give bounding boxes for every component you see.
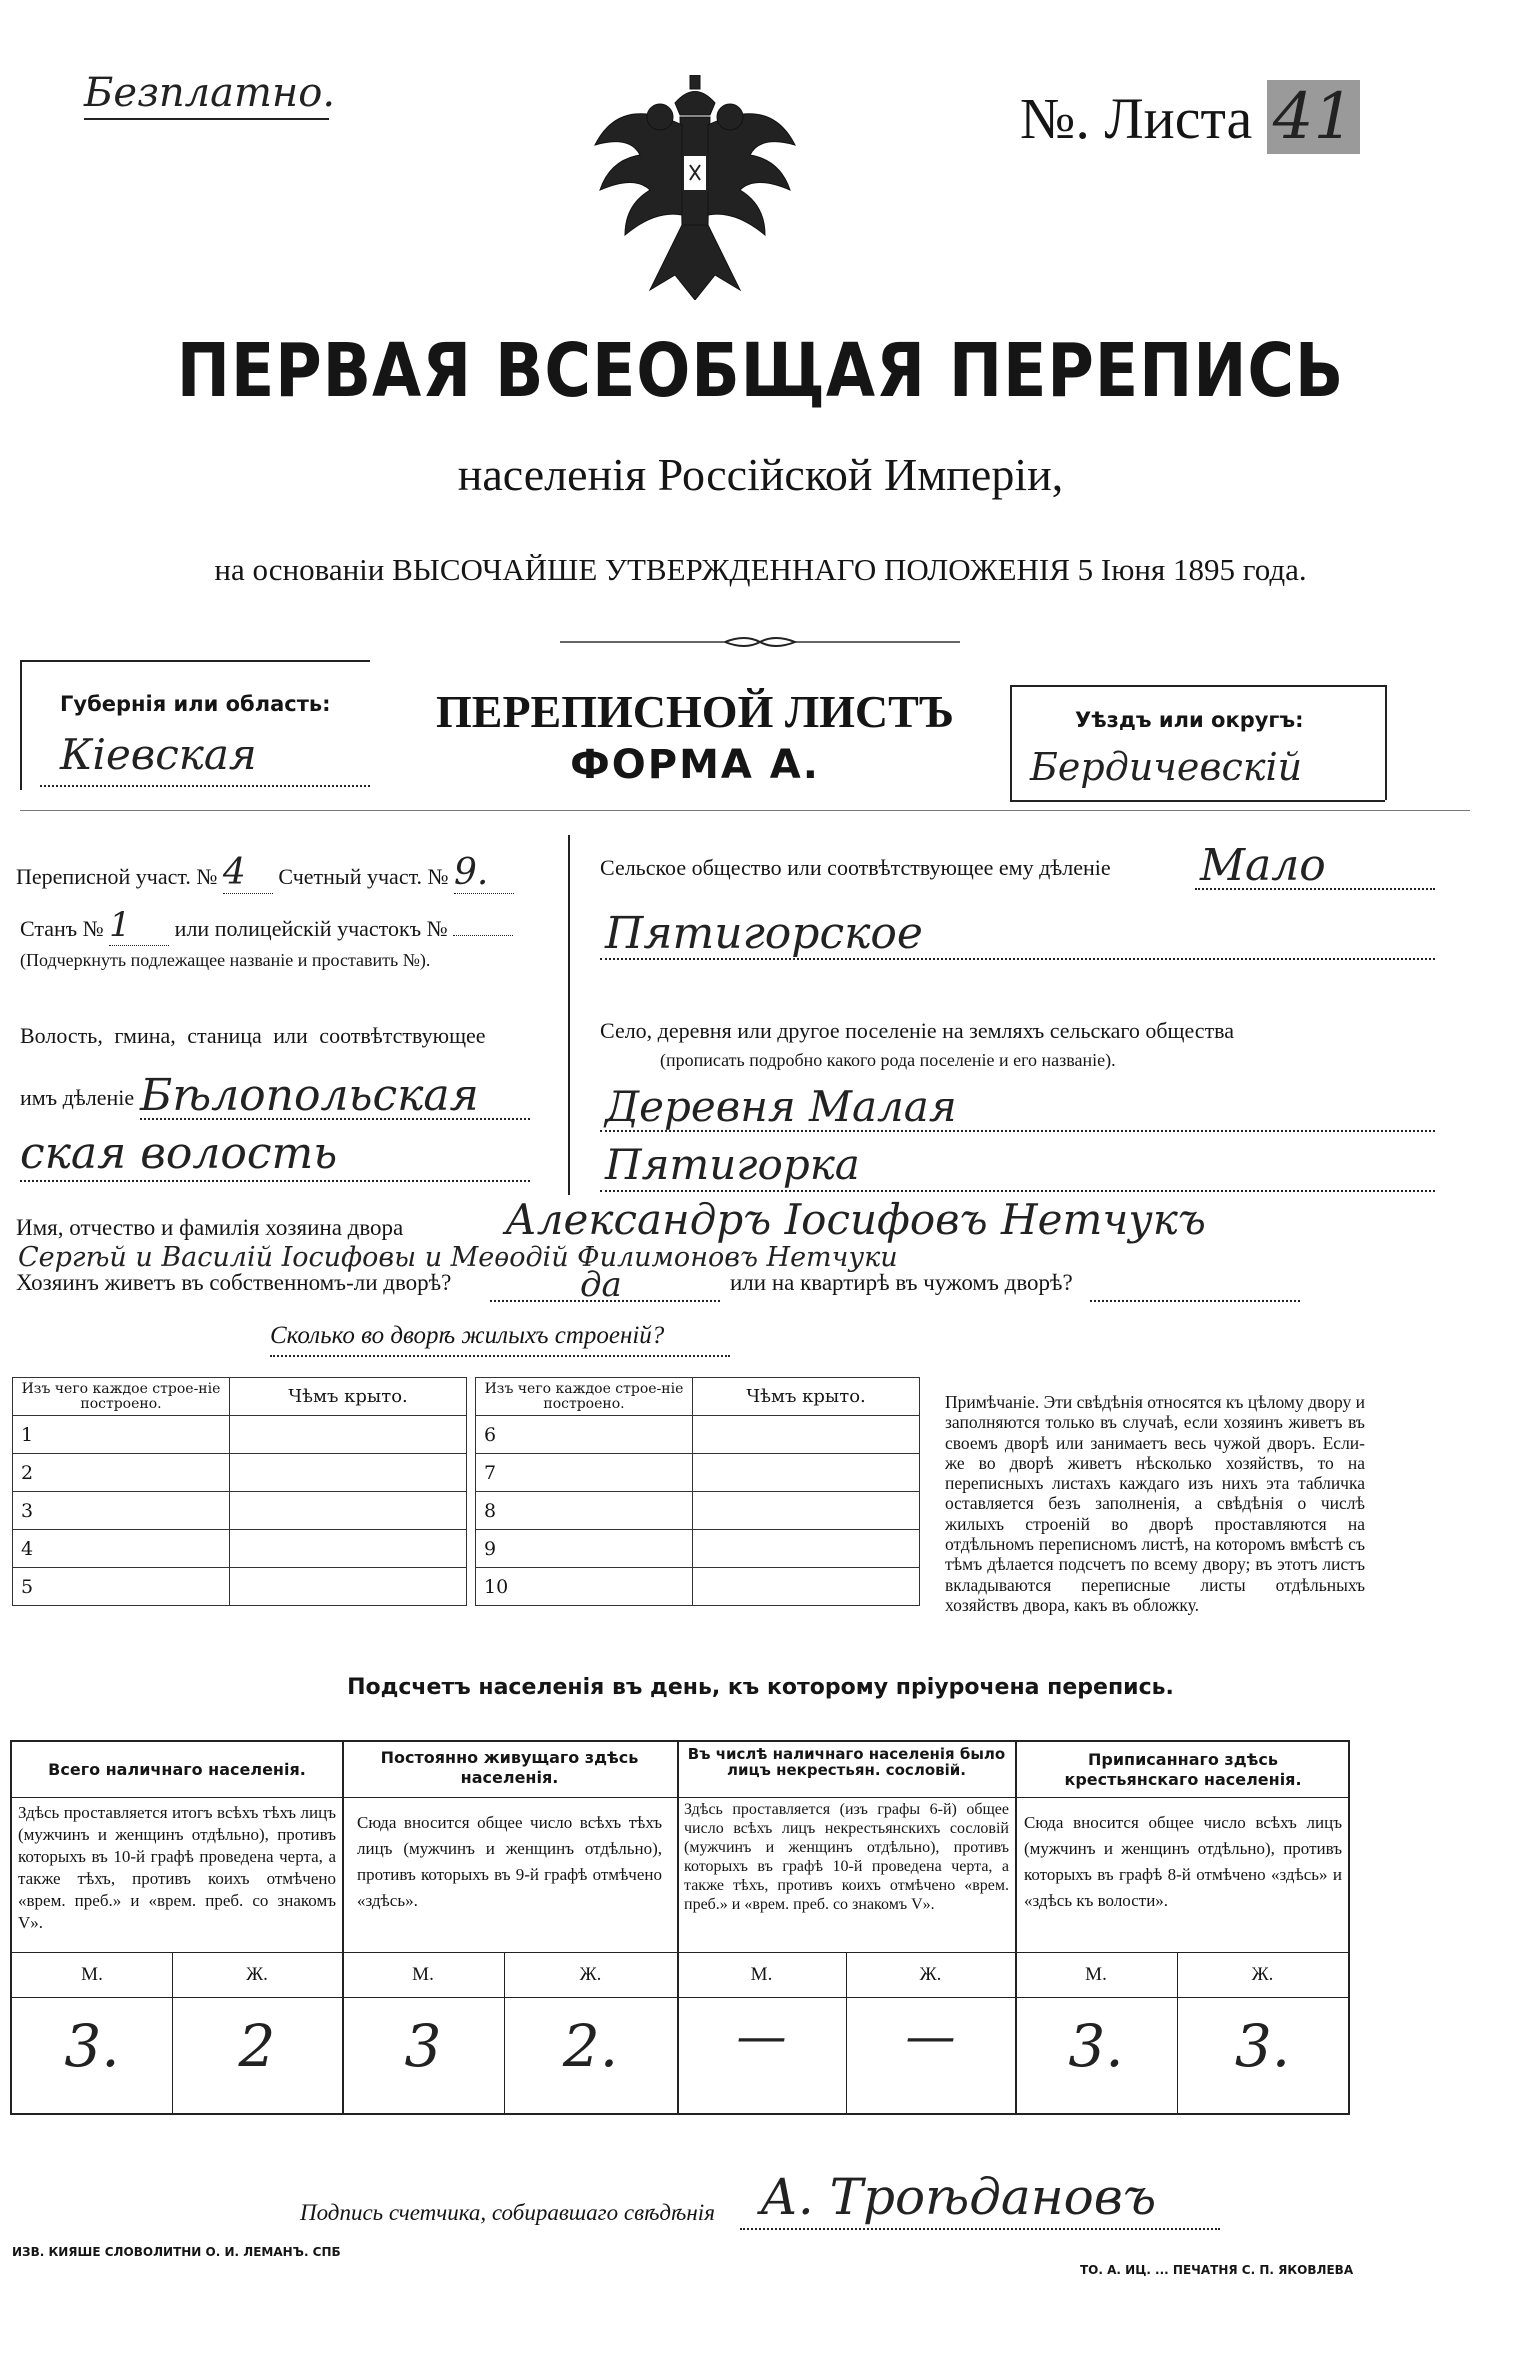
underline-note: (Подчеркнуть подлежащее названіе и проставить №). bbox=[20, 950, 431, 970]
counting-section-value: 9. bbox=[454, 852, 514, 894]
buildings-col-material: Изъ чего каждое строе-ніе построено. bbox=[13, 1378, 230, 1416]
province-value: Кіевская bbox=[60, 730, 257, 779]
owns-label: Хозяинъ живетъ въ собственномъ-ли дворѣ? bbox=[16, 1270, 452, 1295]
form-title: ПЕРЕПИСНОЙ ЛИСТЪ bbox=[435, 686, 955, 737]
society-value-1: Мало bbox=[1200, 840, 1326, 891]
m-label: М. bbox=[750, 1964, 773, 1985]
volost-label-1: Волость, гмина, станица или соотвѣтствующее bbox=[20, 1023, 486, 1048]
village-underline-2 bbox=[600, 1190, 1435, 1192]
permanent-m-value: 3 bbox=[404, 2012, 442, 2080]
sheet-number-label: №. Листа 41 bbox=[1020, 80, 1360, 154]
buildings-label: Сколько во дворѣ жилыхъ строеній? bbox=[270, 1322, 665, 1349]
basis-line: на основаніи ВЫСОЧАЙШЕ УТВЕРЖДЕННАГО ПОЛОЖЕНІЯ 5 Іюня 1895 года. bbox=[214, 552, 1307, 587]
province-underline bbox=[40, 785, 370, 787]
buildings-row-num: 1 bbox=[13, 1416, 230, 1454]
society-label: Сельское общество или соотвѣтствующее ему дѣленіе bbox=[600, 855, 1111, 880]
summary-title: Подсчетъ населенія въ день, къ которому пріурочена перепись. bbox=[347, 1675, 1174, 1700]
summary-col-nonpeasant-head: Въ числѣ наличнаго населенія было лицъ некрестьян. сословій. bbox=[687, 1745, 1006, 1779]
sheet-number-value: 41 bbox=[1267, 80, 1360, 154]
m-label: М. bbox=[412, 1964, 434, 1985]
summary-col-permanent-desc: Сюда вносится общее число всѣхъ тѣхъ лицъ (мужчинъ и женщинъ отдѣльно), противъ которыхъ въ 9-й графѣ отмѣчено «здѣсь». bbox=[357, 1813, 662, 1910]
volost-label-2: имъ дѣленіе bbox=[20, 1085, 135, 1110]
buildings-row-num: 6 bbox=[476, 1416, 693, 1454]
footnote: Примѣчаніе. Эти свѣдѣнія относятся къ цѣлому двору и заполняются только въ случаѣ, если хозяинъ живетъ въ своемъ дворѣ или занимаетъ весь чужой дворъ. Если-же во дворѣ живетъ нѣсколько хозяйствъ, то на переписныхъ листахъ каждаго изъ нихъ эта табличка оставляется безъ заполненія, а свѣдѣнія о числѣ жилыхъ строеній во дворѣ проставляются на отдѣльномъ переписномъ листѣ, на которомъ вмѣстѣ съ тѣмъ дѣлается подсчетъ по всему двору; въ этотъ листъ вкладываются переписные листы отдѣльныхъ хозяйствъ двора, какъ въ обложку. bbox=[945, 1392, 1365, 1615]
census-section-value: 4 bbox=[223, 852, 273, 894]
column-divider bbox=[568, 835, 570, 1195]
rent-underline bbox=[1090, 1300, 1300, 1302]
f-label: Ж. bbox=[919, 1964, 942, 1985]
buildings-row-num: 7 bbox=[476, 1454, 693, 1492]
total-f-value: 2 bbox=[238, 2012, 276, 2080]
village-underline-1 bbox=[600, 1130, 1435, 1132]
summary-col-total-head: Всего наличнаго населенія. bbox=[48, 1760, 306, 1779]
province-label: Губернія или область: bbox=[60, 692, 331, 716]
buildings-table-left bbox=[12, 1377, 467, 1606]
buildings-row-num: 8 bbox=[476, 1492, 693, 1530]
registered-f-value: 3. bbox=[1234, 2012, 1291, 2080]
buildings-col-roof: Чѣмъ крыто. bbox=[693, 1378, 920, 1416]
signature-underline bbox=[740, 2228, 1220, 2230]
buildings-row-num: 10 bbox=[476, 1568, 693, 1606]
buildings-row-num: 5 bbox=[13, 1568, 230, 1606]
buildings-col-material: Изъ чего каждое строе-ніе построено. bbox=[476, 1378, 693, 1416]
stan-line: Станъ № 1 или полицейскій участокъ № bbox=[20, 905, 513, 946]
total-m-value: 3. bbox=[64, 2012, 120, 2080]
buildings-table-right bbox=[475, 1377, 920, 1606]
nonpeasant-m-value: — bbox=[736, 2007, 787, 2065]
village-note: (прописать подробно какого рода поселеніе и его названіе). bbox=[660, 1050, 1116, 1070]
summary-col-nonpeasant-desc: Здѣсь проставляется (изъ графы 6-й) общее число всѣхъ лицъ некрестьянскихъ сословій (мужчинъ и женщинъ отдѣльно), противъ которыхъ въ графѣ 10-й проведена черта, а также тѣхъ, противъ коихъ отмѣчено «врем. преб.» и «врем. преб. со знакомъ V». bbox=[684, 1801, 1009, 1913]
district-box-left bbox=[1010, 685, 1012, 800]
village-value-2: Пятигорка bbox=[605, 1140, 860, 1189]
district-box-top bbox=[1010, 685, 1385, 687]
owner-name-value-2: Сергѣй и Василій Іосифовы и Меѳодій Филимоновъ Нетчуки bbox=[18, 1242, 898, 1273]
society-underline-2 bbox=[600, 958, 1435, 960]
society-value-2: Пятигорское bbox=[605, 908, 923, 959]
district-value: Бердичевскій bbox=[1030, 745, 1303, 789]
summary-col-permanent-head: Постоянно живущаго здѣсь населенія. bbox=[380, 1748, 639, 1787]
page-subtitle: населенія Россійской Имперіи, bbox=[457, 449, 1064, 500]
m-label: М. bbox=[1085, 1964, 1107, 1985]
volost-value-1: Бѣлопольская bbox=[140, 1070, 479, 1121]
buildings-col-roof: Чѣмъ крыто. bbox=[230, 1378, 467, 1416]
province-box-top bbox=[20, 660, 370, 662]
form-subtitle: ФОРМА А. bbox=[570, 742, 820, 788]
summary-col-total-desc: Здѣсь проставляется итогъ всѣхъ тѣхъ лицъ (мужчинъ и женщинъ отдѣльно), противъ которыхъ въ 10-й графѣ проведена черта, а также тѣхъ, противъ коихъ отмѣчено «врем. преб.» и «врем. преб. со знакомъ V». bbox=[18, 1803, 336, 1932]
summary-col-registered-head: Приписаннаго здѣсь крестьянскаго населенія. bbox=[1064, 1750, 1302, 1789]
buildings-row-num: 2 bbox=[13, 1454, 230, 1492]
free-underline bbox=[84, 118, 329, 120]
permanent-f-value: 2. bbox=[562, 2012, 619, 2080]
volost-value-2: ская волость bbox=[20, 1128, 338, 1179]
village-label: Село, деревня или другое поселеніе на земляхъ сельскаго общества bbox=[600, 1018, 1235, 1043]
free-label: Безплатно. bbox=[84, 70, 336, 116]
rent-label: или на квартирѣ въ чужомъ дворѣ? bbox=[730, 1270, 1073, 1295]
volost-underline-1 bbox=[140, 1118, 530, 1120]
signature-value: А. Троѣдановъ bbox=[760, 2168, 1157, 2226]
m-label: М. bbox=[81, 1964, 103, 1985]
owns-value: да bbox=[580, 1265, 622, 1305]
stan-value: 1 bbox=[109, 905, 169, 946]
buildings-row-num: 9 bbox=[476, 1530, 693, 1568]
buildings-row-num: 4 bbox=[13, 1530, 230, 1568]
ornament-divider bbox=[560, 634, 960, 650]
registered-m-value: 3. bbox=[1068, 2012, 1124, 2080]
print-left: ИЗВ. КИЯШЕ СЛОВОЛИТНИ О. И. ЛЕМАНЪ. СПБ bbox=[12, 2245, 341, 2259]
f-label: Ж. bbox=[246, 1964, 268, 1985]
nonpeasant-f-value: — bbox=[905, 2007, 956, 2065]
summary-table bbox=[10, 1740, 1350, 2115]
f-label: Ж. bbox=[1251, 1964, 1274, 1985]
imperial-eagle-emblem bbox=[590, 75, 800, 300]
page-title: ПЕРВАЯ ВСЕОБЩАЯ ПЕРЕПИСЬ bbox=[176, 328, 1345, 414]
volost-underline-2 bbox=[20, 1180, 530, 1182]
form-top-rule bbox=[20, 810, 1470, 811]
owns-underline bbox=[490, 1300, 720, 1302]
district-box-bottom bbox=[1010, 800, 1385, 802]
village-value-1: Деревня Малая bbox=[605, 1082, 957, 1131]
summary-col-registered-desc: Сюда вносится общее число всѣхъ лицъ (мужчинъ и женщинъ отдѣльно), противъ которыхъ въ графѣ 8-й отмѣчено «здѣсь» и «здѣсь къ волости». bbox=[1024, 1813, 1342, 1910]
owner-name-label: Имя, отчество и фамилія хозяина двора bbox=[16, 1215, 404, 1240]
buildings-underline bbox=[270, 1355, 730, 1357]
district-box-right bbox=[1385, 685, 1387, 800]
signature-label: Подпись счетчика, собиравшаго свѣдѣнія bbox=[300, 2200, 715, 2225]
f-label: Ж. bbox=[579, 1964, 602, 1985]
society-underline-1 bbox=[1195, 888, 1435, 890]
census-section: Переписной участ. № 4 Счетный участ. № 9. bbox=[16, 852, 514, 894]
print-right: ТО. А. ИЦ. ... ПЕЧАТНЯ С. П. ЯКОВЛЕВА bbox=[1080, 2263, 1354, 2277]
owner-name-value: Александръ Іосифовъ Нетчукъ bbox=[505, 1195, 1206, 1244]
buildings-row-num: 3 bbox=[13, 1492, 230, 1530]
district-label: Уѣздъ или округъ: bbox=[1075, 708, 1304, 732]
province-box-left bbox=[20, 660, 22, 790]
